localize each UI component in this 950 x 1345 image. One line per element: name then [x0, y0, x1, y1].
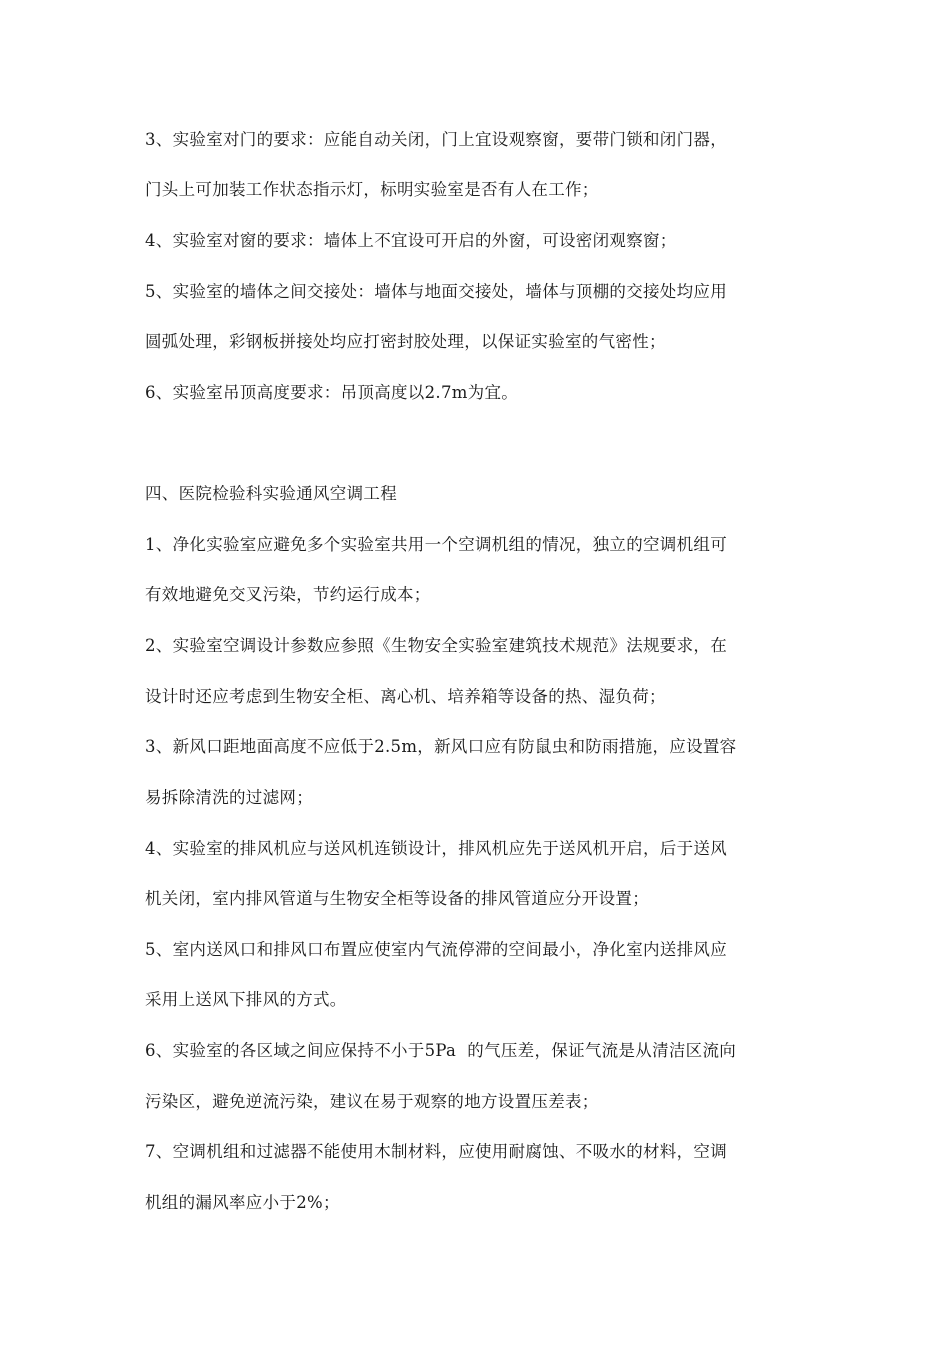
- text-line: 6、实验室吊顶高度要求：吊顶高度以2.7m为宜。: [145, 383, 519, 402]
- text-line: 6、实验室的各区域之间应保持不小于5Pa 的气压差，保证气流是从清洁区流向: [145, 1041, 737, 1060]
- text-line: 污染区，避免逆流污染，建议在易于观察的地方设置压差表；: [145, 1092, 599, 1111]
- text-line: 5、室内送风口和排风口布置应使室内气流停滞的空间最小，净化室内送排风应: [145, 940, 727, 959]
- text-line: 圆弧处理，彩钢板拼接处均应打密封胶处理，以保证实验室的气密性；: [145, 332, 666, 351]
- text-line: 机组的漏风率应小于2%；: [145, 1193, 340, 1212]
- text-line: 5、实验室的墙体之间交接处：墙体与地面交接处，墙体与顶棚的交接处均应用: [145, 282, 727, 301]
- section-heading: 四、医院检验科实验通风空调工程: [145, 484, 397, 503]
- text-line: 3、实验室对门的要求：应能自动关闭，门上宜设观察窗，要带门锁和闭门器，: [145, 130, 727, 149]
- text-line: 采用上送风下排风的方式。: [145, 990, 347, 1009]
- text-line: 3、新风口距地面高度不应低于2.5m，新风口应有防鼠虫和防雨措施，应设置容: [145, 737, 737, 756]
- text-line: 4、实验室对窗的要求：墙体上不宜设可开启的外窗，可设密闭观察窗；: [145, 231, 677, 250]
- text-line: 4、实验室的排风机应与送风机连锁设计，排风机应先于送风机开启，后于送风: [145, 839, 727, 858]
- text-line: 1、净化实验室应避免多个实验室共用一个空调机组的情况，独立的空调机组可: [145, 535, 727, 554]
- text-line: 设计时还应考虑到生物安全柜、离心机、培养箱等设备的热、湿负荷；: [145, 687, 666, 706]
- text-line: 7、空调机组和过滤器不能使用木制材料，应使用耐腐蚀、不吸水的材料，空调: [145, 1142, 727, 1161]
- text-line: 2、实验室空调设计参数应参照《生物安全实验室建筑技术规范》法规要求，在: [145, 636, 727, 655]
- text-line: 机关闭，室内排风管道与生物安全柜等设备的排风管道应分开设置；: [145, 889, 649, 908]
- text-line: 门头上可加装工作状态指示灯，标明实验室是否有人在工作；: [145, 180, 599, 199]
- text-line: 易拆除清洗的过滤网；: [145, 788, 313, 807]
- text-line: 有效地避免交叉污染，节约运行成本；: [145, 585, 431, 604]
